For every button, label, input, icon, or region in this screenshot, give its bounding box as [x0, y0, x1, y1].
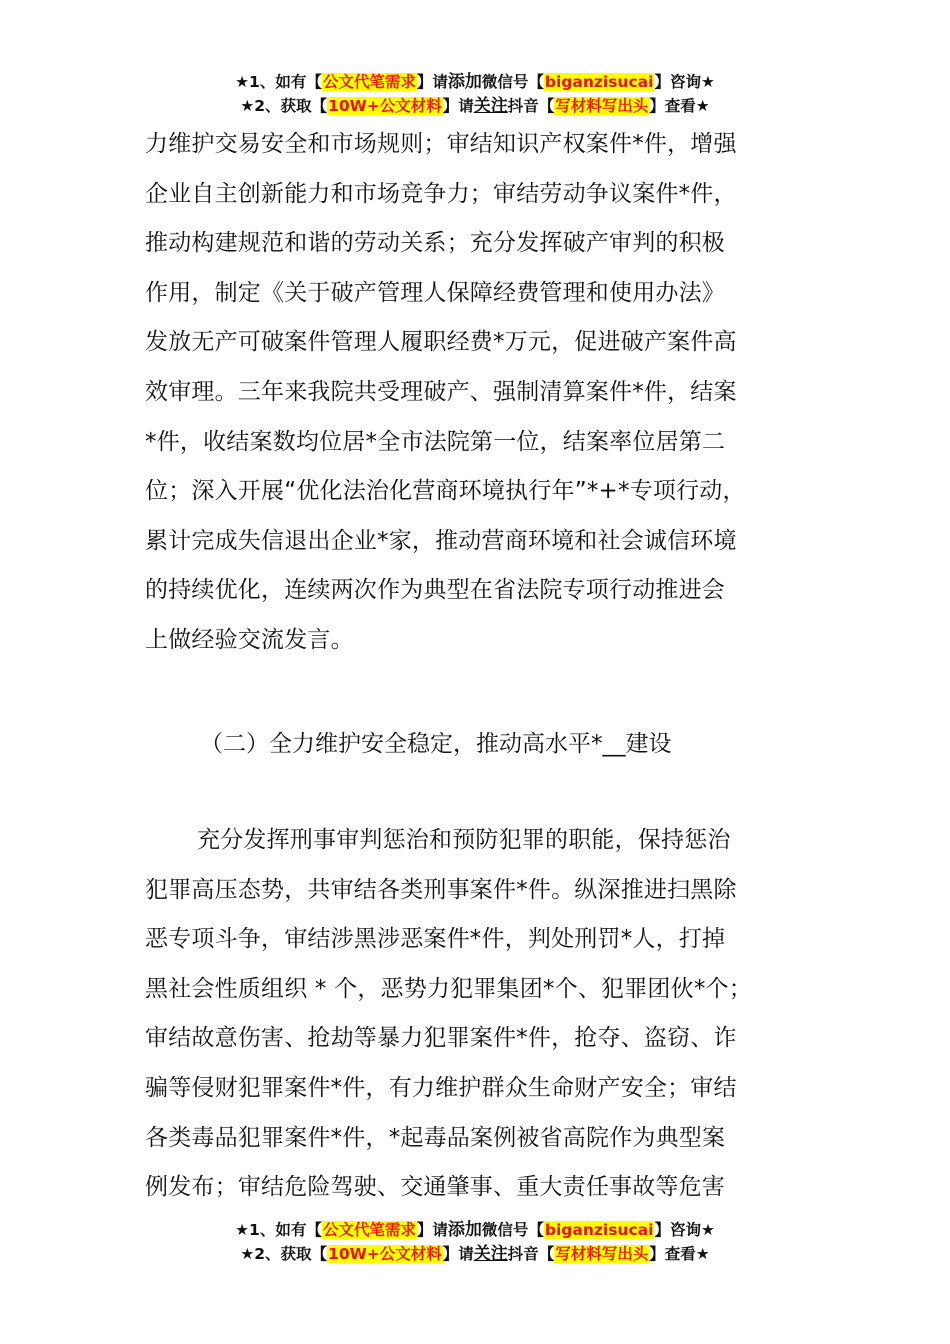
text-line: 累计完成失信退出企业*家，推动营商环境和社会诚信环境 — [145, 527, 737, 554]
banner-text: 】请 — [416, 1221, 448, 1239]
text-line: 发放无产可破案件管理人履职经费*万元，促进破产案件高 — [145, 329, 737, 356]
banner-highlight: 写材料写出头 — [555, 97, 649, 115]
banner-text: 微信号【 — [481, 73, 544, 91]
banner-text: 】查看★ — [649, 97, 710, 115]
footer-banner — [0, 1218, 950, 1266]
header-banner — [0, 70, 950, 118]
text-line: 力维护交易安全和市场规则；审结知识产权案件*件，增强 — [145, 131, 737, 157]
section-heading: （二）全力维护安全稳定，推动高水平*__建设 — [200, 731, 672, 757]
banner-highlight: biganzisucai — [544, 73, 654, 91]
banner-highlight: 公文代笔需求 — [322, 73, 416, 91]
banner-text: ★2、获取【 — [240, 97, 328, 115]
banner-line-2 — [0, 94, 950, 118]
banner-text: 抖音【 — [507, 1245, 555, 1263]
text-line: 作用，制定《关于破产管理人保障经费管理和使用办法》 — [145, 279, 725, 306]
banner-text: 抖音【 — [507, 97, 555, 115]
text-line: 各类毒品犯罪案件*件，*起毒品案例被省高院作为典型案 — [145, 1124, 726, 1151]
text-line: 例发布；审结危险驾驶、交通肇事、重大责任事故等危害 — [145, 1174, 725, 1201]
text-line: 充分发挥刑事审判惩治和预防犯罪的职能，保持惩治 — [197, 827, 731, 853]
text-line: 的持续优化，连续两次作为典型在省法院专项行动推进会 — [145, 577, 725, 604]
banner-text: 】查看★ — [649, 1245, 710, 1263]
banner-text: 】请 — [416, 73, 448, 91]
banner-text: ★2、获取【 — [240, 1245, 328, 1263]
paragraph-1 — [145, 120, 825, 666]
text-line: 恶专项斗争，审结涉黑涉恶案件*件，判处刑罚*人，打掉 — [145, 926, 726, 953]
banner-text: 】请 — [442, 1245, 474, 1263]
banner-highlight: 公文代笔需求 — [322, 1221, 416, 1239]
banner-line-2 — [0, 1242, 950, 1266]
text-line: 推动构建规范和谐的劳动关系；充分发挥破产审判的积极 — [145, 230, 725, 257]
text-line: 骗等侵财犯罪案件*件，有力维护群众生命财产安全；审结 — [145, 1074, 737, 1101]
banner-text: 关注 — [473, 1244, 508, 1264]
text-line: *件，收结案数均位居*全市法院第一位，结案率位居第二 — [145, 428, 726, 455]
text-line: 效审理。三年来我院共受理破产、强制清算案件*件，结案 — [145, 378, 737, 405]
banner-highlight: 10W+公文材料 — [328, 1245, 442, 1263]
text-line: 黑社会性质组织 * 个，恶势力犯罪集团*个、犯罪团伙*个； — [145, 975, 752, 1002]
banner-highlight: 写材料写出头 — [555, 1245, 649, 1263]
banner-line-1 — [0, 70, 950, 94]
banner-text: 添加 — [447, 72, 482, 92]
banner-text: ★1、如有【 — [235, 1221, 322, 1239]
banner-text: 微信号【 — [481, 1221, 544, 1239]
banner-line-1 — [0, 1218, 950, 1242]
banner-text: 】咨询★ — [654, 1221, 715, 1239]
banner-text: 】咨询★ — [654, 73, 715, 91]
text-line: 犯罪高压态势，共审结各类刑事案件*件。纵深推进扫黑除 — [145, 876, 737, 903]
banner-text: 】请 — [442, 97, 474, 115]
banner-text: 添加 — [447, 1220, 482, 1240]
text-line: 位；深入开展“优化法治化营商环境执行年”*+*专项行动， — [145, 478, 746, 505]
banner-text: 关注 — [473, 96, 508, 116]
text-line: 企业自主创新能力和市场竞争力；审结劳动争议案件*件， — [145, 180, 737, 207]
banner-highlight: 10W+公文材料 — [328, 97, 442, 115]
paragraph-2 — [145, 816, 825, 1213]
text-line: 审结故意伤害、抢劫等暴力犯罪案件*件，抢夺、盗窃、诈 — [145, 1025, 737, 1052]
text-line: 上做经验交流发言。 — [145, 626, 354, 653]
banner-highlight: biganzisucai — [544, 1221, 654, 1239]
banner-text: ★1、如有【 — [235, 73, 322, 91]
